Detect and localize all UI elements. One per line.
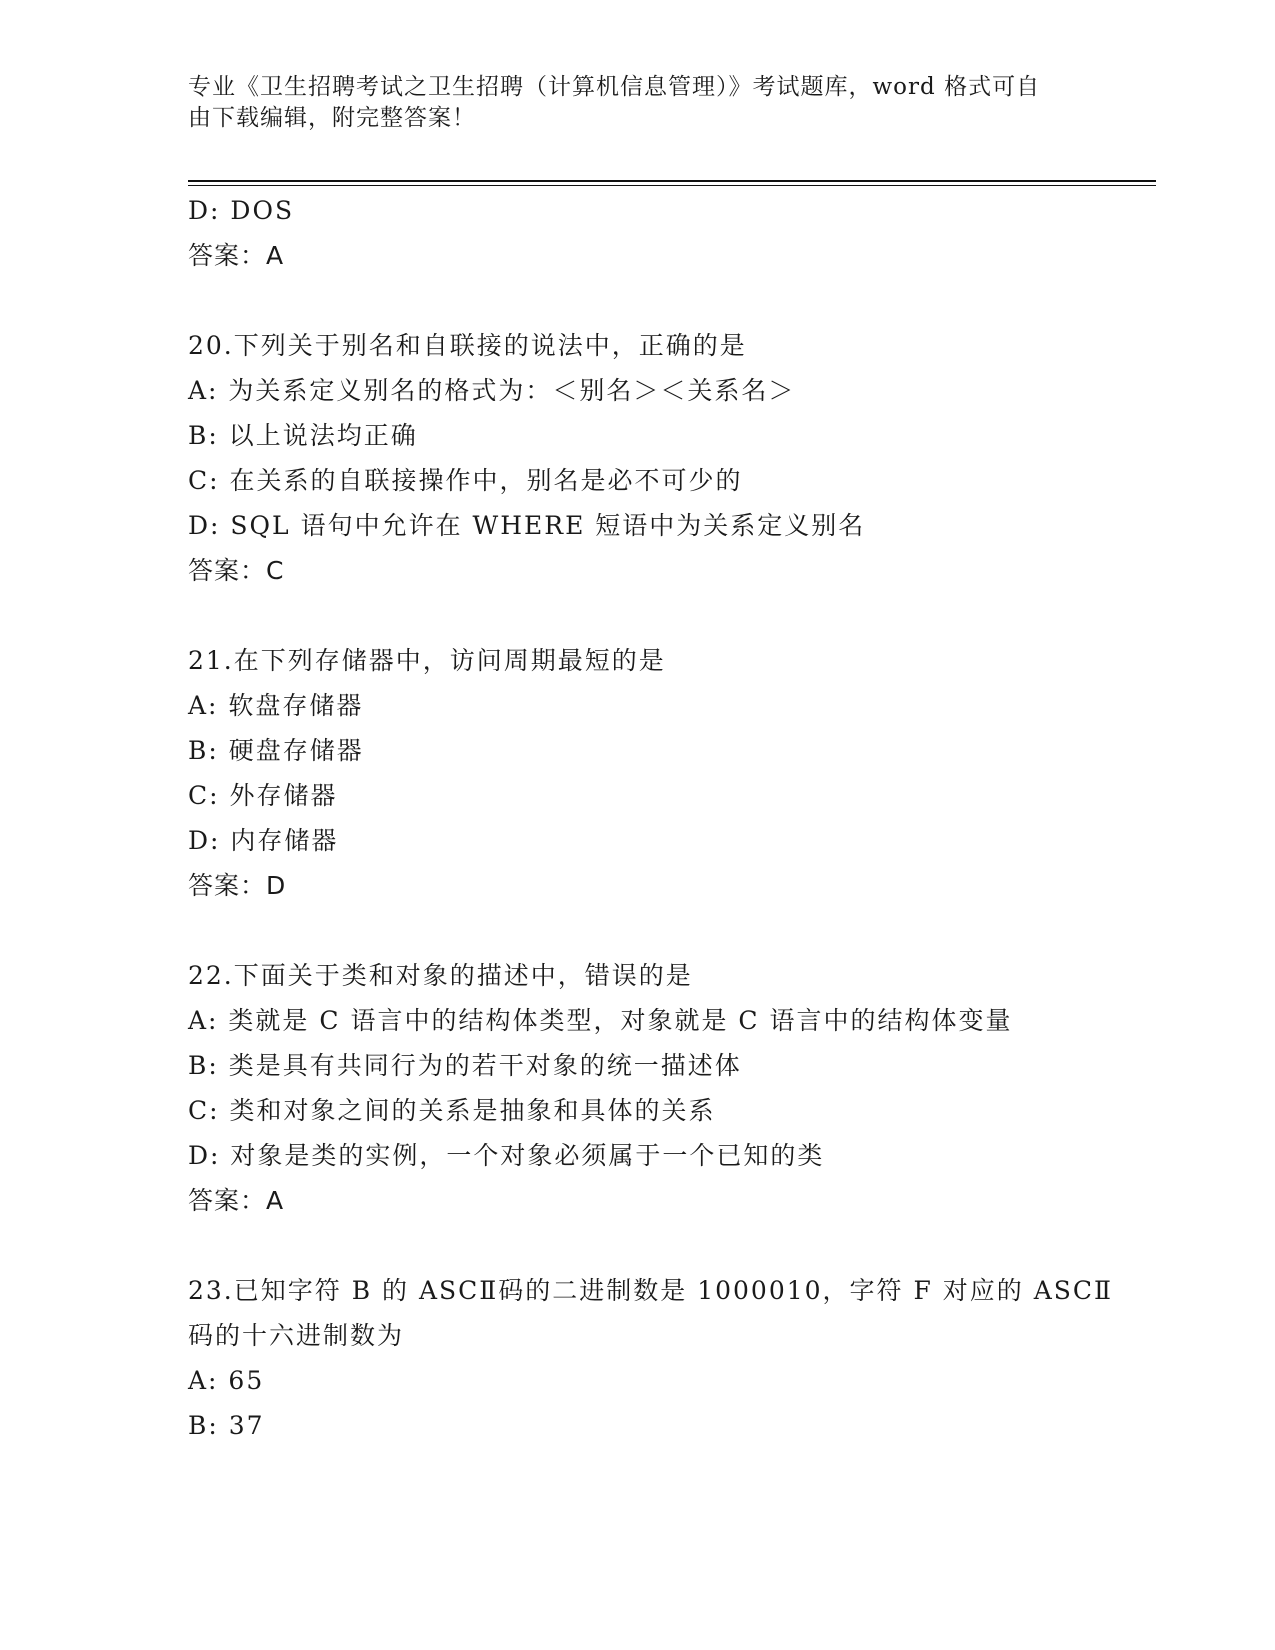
option-a: A: 为关系定义别名的格式为：＜别名＞＜关系名＞ xyxy=(188,376,796,405)
header-rule-thin xyxy=(188,185,1156,186)
header-line-2: 由下载编辑，附完整答案！ xyxy=(188,105,476,131)
question-21 xyxy=(188,638,1088,908)
page-header xyxy=(188,72,1068,134)
option-d: D: SQL 语句中允许在 WHERE 短语中为关系定义别名 xyxy=(188,511,866,540)
spacer xyxy=(188,908,1088,953)
option-b: B: 类是具有共同行为的若干对象的统一描述体 xyxy=(188,1051,742,1080)
option-c: C: 在关系的自联接操作中，别名是必不可少的 xyxy=(188,466,743,495)
answer: 答案：A xyxy=(188,1186,285,1215)
option-a: A: 类就是 C 语言中的结构体类型，对象就是 C 语言中的结构体变量 xyxy=(188,1006,1013,1035)
prev-option-d: D: DOS xyxy=(188,196,295,225)
answer: 答案：C xyxy=(188,556,285,585)
option-b: B: 以上说法均正确 xyxy=(188,421,418,450)
question-stem: 22.下面关于类和对象的描述中，错误的是 xyxy=(188,961,693,990)
question-stem: 20.下列关于别名和自联接的说法中，正确的是 xyxy=(188,331,747,360)
prev-answer: 答案：A xyxy=(188,241,285,270)
option-a: A: 软盘存储器 xyxy=(188,691,364,720)
option-b: B: 硬盘存储器 xyxy=(188,736,364,765)
spacer xyxy=(188,1223,1088,1268)
option-c: C: 类和对象之间的关系是抽象和具体的关系 xyxy=(188,1096,716,1125)
option-b: B: 37 xyxy=(188,1411,265,1440)
option-c: C: 外存储器 xyxy=(188,781,338,810)
option-a: A: 65 xyxy=(188,1366,265,1395)
answer: 答案：D xyxy=(188,871,287,900)
option-d: D: 内存储器 xyxy=(188,826,339,855)
question-22 xyxy=(188,953,1088,1223)
header-rule-thick xyxy=(188,180,1156,182)
question-stem-line-1: 23.已知字符 B 的 ASCⅡ码的二进制数是 1000010，字符 F 对应的 ASCⅡ xyxy=(188,1276,1114,1305)
question-23 xyxy=(188,1268,1114,1448)
question-stem-line-2: 码的十六进制数为 xyxy=(188,1321,405,1350)
question-list xyxy=(188,188,1114,1448)
option-d: D: 对象是类的实例，一个对象必须属于一个已知的类 xyxy=(188,1141,825,1170)
header-line-1: 专业《卫生招聘考试之卫生招聘（计算机信息管理）》考试题库，word 格式可自 xyxy=(188,74,1041,100)
question-20 xyxy=(188,323,1088,593)
question-stem: 21.在下列存储器中，访问周期最短的是 xyxy=(188,646,666,675)
spacer xyxy=(188,278,1088,323)
spacer xyxy=(188,593,1088,638)
